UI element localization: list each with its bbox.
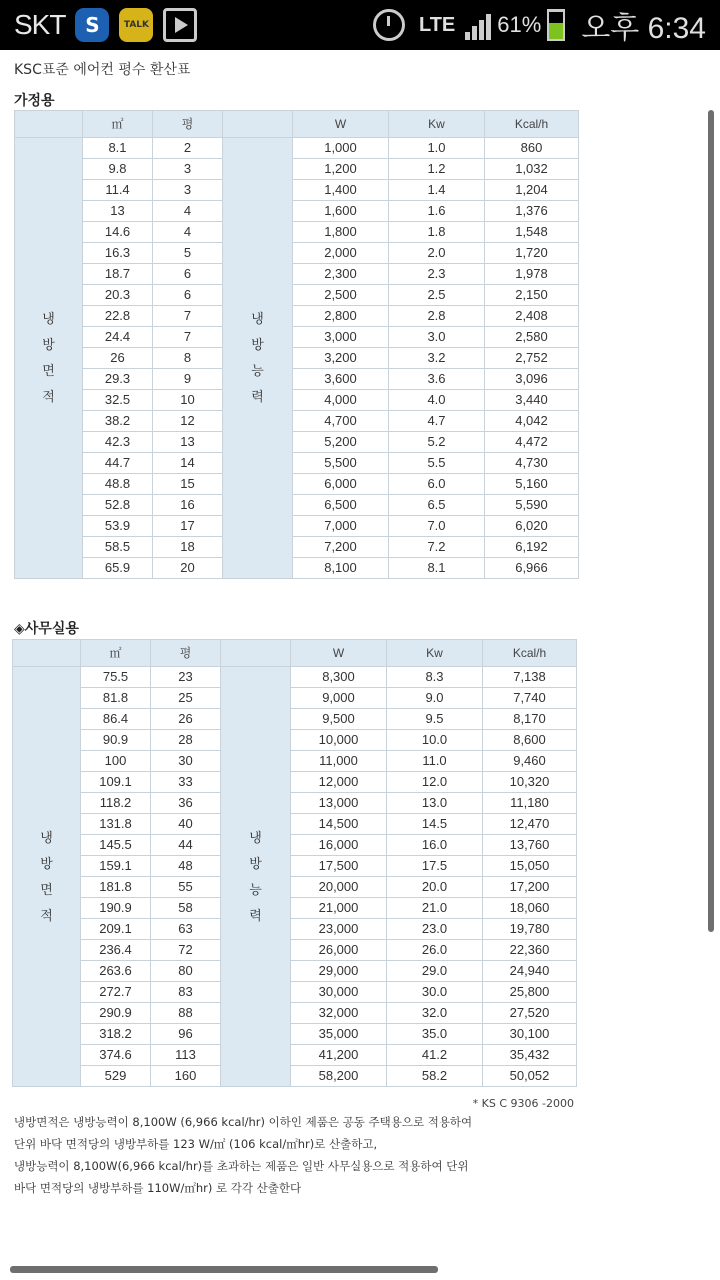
section-title-home: 가정용 [14, 93, 55, 109]
table-cell: 3.2 [389, 348, 485, 369]
table-cell: 42.3 [83, 432, 153, 453]
table-cell: 25,800 [483, 982, 577, 1003]
table-cell: 41,200 [291, 1045, 387, 1066]
table-cell: 1.6 [389, 201, 485, 222]
column-header-pyeong: 평 [151, 640, 221, 667]
table-cell: 12,470 [483, 814, 577, 835]
table-cell: 17,200 [483, 877, 577, 898]
table-cell: 55 [151, 877, 221, 898]
table-cell: 7,740 [483, 688, 577, 709]
table-cell: 2,150 [485, 285, 579, 306]
table-cell: 2,800 [293, 306, 389, 327]
table-cell: 6.5 [389, 495, 485, 516]
table-cell: 14.6 [83, 222, 153, 243]
table-cell: 23.0 [387, 919, 483, 940]
table-cell: 19,780 [483, 919, 577, 940]
table-cell: 1.2 [389, 159, 485, 180]
table-cell: 81.8 [81, 688, 151, 709]
table-cell: 1,204 [485, 180, 579, 201]
blank-header-cell [223, 111, 293, 138]
table-cell: 58 [151, 898, 221, 919]
table-cell: 209.1 [81, 919, 151, 940]
table-cell: 12,000 [291, 772, 387, 793]
home-table [14, 110, 579, 579]
table-cell: 32,000 [291, 1003, 387, 1024]
table-cell: 3.0 [389, 327, 485, 348]
table-cell: 26 [151, 709, 221, 730]
table-cell: 20 [153, 558, 223, 579]
table-cell: 12 [153, 411, 223, 432]
alarm-icon [373, 9, 405, 41]
table-cell: 1,200 [293, 159, 389, 180]
table-cell: 1.8 [389, 222, 485, 243]
table-cell: 8,170 [483, 709, 577, 730]
table-cell: 18 [153, 537, 223, 558]
table-cell: 145.5 [81, 835, 151, 856]
table-cell: 33 [151, 772, 221, 793]
table-cell: 7.0 [389, 516, 485, 537]
table-cell: 83 [151, 982, 221, 1003]
table-cell: 1,548 [485, 222, 579, 243]
table-cell: 3,440 [485, 390, 579, 411]
vertical-scrollbar[interactable] [708, 110, 714, 932]
table-cell: 30,000 [291, 982, 387, 1003]
blank-header-cell [15, 111, 83, 138]
table-cell: 7,138 [483, 667, 577, 688]
table-cell: 9,000 [291, 688, 387, 709]
table-cell: 2.5 [389, 285, 485, 306]
column-header-w: W [293, 111, 389, 138]
table-row [15, 558, 579, 579]
table-cell: 90.9 [81, 730, 151, 751]
table-cell: 290.9 [81, 1003, 151, 1024]
table-row [13, 793, 577, 814]
table-cell: 9.8 [83, 159, 153, 180]
table-cell: 35,432 [483, 1045, 577, 1066]
table-cell: 28 [151, 730, 221, 751]
table-cell: 159.1 [81, 856, 151, 877]
table-cell: 9,460 [483, 751, 577, 772]
table-cell: 100 [81, 751, 151, 772]
table-cell: 29.3 [83, 369, 153, 390]
table-row [15, 180, 579, 201]
table-cell: 86.4 [81, 709, 151, 730]
table-cell: 1,600 [293, 201, 389, 222]
area-label: 냉 방 면 적 [13, 667, 81, 1087]
table-row [15, 285, 579, 306]
column-header-pyeong: 평 [153, 111, 223, 138]
table-cell: 8,600 [483, 730, 577, 751]
table-cell: 5 [153, 243, 223, 264]
table-row [13, 1003, 577, 1024]
table-cell: 3,096 [485, 369, 579, 390]
table-cell: 160 [151, 1066, 221, 1087]
capacity-label: 냉 방 능 력 [221, 667, 291, 1087]
play-store-icon [163, 8, 197, 42]
table-cell: 2,000 [293, 243, 389, 264]
table-row [13, 919, 577, 940]
table-row [13, 961, 577, 982]
table-cell: 6,966 [485, 558, 579, 579]
table-cell: 272.7 [81, 982, 151, 1003]
table-cell: 24,940 [483, 961, 577, 982]
table-cell: 11.0 [387, 751, 483, 772]
table-row [15, 201, 579, 222]
table-cell: 7 [153, 306, 223, 327]
table-cell: 23,000 [291, 919, 387, 940]
table-cell: 5,590 [485, 495, 579, 516]
footnote-line: 단위 바닥 면적당의 냉방부하를 123 W/㎡ (106 kcal/㎡hr)로 산출하고, [14, 1137, 378, 1151]
table-cell: 38.2 [83, 411, 153, 432]
table-cell: 2,300 [293, 264, 389, 285]
table-cell: 10 [153, 390, 223, 411]
table-cell: 36 [151, 793, 221, 814]
table-cell: 6,020 [485, 516, 579, 537]
table-cell: 58.5 [83, 537, 153, 558]
table-cell: 13 [153, 432, 223, 453]
table-cell: 14,500 [291, 814, 387, 835]
table-row [15, 537, 579, 558]
column-header-kcal: Kcal/h [485, 111, 579, 138]
table-cell: 48 [151, 856, 221, 877]
table-cell: 1,000 [293, 138, 389, 159]
table-cell: 8,100 [293, 558, 389, 579]
table-cell: 4,042 [485, 411, 579, 432]
table-cell: 1,800 [293, 222, 389, 243]
table-cell: 7 [153, 327, 223, 348]
table-cell: 3 [153, 180, 223, 201]
section-title-office: ◈사무실용 [14, 621, 79, 637]
table-cell: 1,032 [485, 159, 579, 180]
table-cell: 860 [485, 138, 579, 159]
table-cell: 53.9 [83, 516, 153, 537]
table-cell: 14.5 [387, 814, 483, 835]
page-content[interactable] [0, 50, 720, 1280]
battery-icon [547, 9, 565, 41]
table-cell: 17 [153, 516, 223, 537]
table-cell: 20.3 [83, 285, 153, 306]
table-cell: 4,000 [293, 390, 389, 411]
table-header-row [15, 111, 579, 138]
table-cell: 16 [153, 495, 223, 516]
table-row [13, 1024, 577, 1045]
table-cell: 5.2 [389, 432, 485, 453]
table-cell: 3.6 [389, 369, 485, 390]
table-cell: 5.5 [389, 453, 485, 474]
table-cell: 13,000 [291, 793, 387, 814]
table-cell: 181.8 [81, 877, 151, 898]
table-cell: 1,376 [485, 201, 579, 222]
table-cell: 13,760 [483, 835, 577, 856]
table-cell: 2,408 [485, 306, 579, 327]
table-cell: 8.1 [83, 138, 153, 159]
table-cell: 5,200 [293, 432, 389, 453]
clock: 오후 6:34 [581, 12, 706, 45]
table-cell: 6,192 [485, 537, 579, 558]
table-cell: 27,520 [483, 1003, 577, 1024]
column-header-m2: ㎡ [83, 111, 153, 138]
table-cell: 23 [151, 667, 221, 688]
table-cell: 21,000 [291, 898, 387, 919]
table-cell: 52.8 [83, 495, 153, 516]
column-header-kw: Kw [387, 640, 483, 667]
table-cell: 22.8 [83, 306, 153, 327]
table-cell: 32.5 [83, 390, 153, 411]
table-cell: 41.2 [387, 1045, 483, 1066]
table-row [13, 814, 577, 835]
table-cell: 88 [151, 1003, 221, 1024]
table-cell: 20.0 [387, 877, 483, 898]
lte-icon: LTE [418, 14, 456, 36]
table-cell: 4.7 [389, 411, 485, 432]
horizontal-scrollbar[interactable] [10, 1266, 438, 1273]
table-cell: 9,500 [291, 709, 387, 730]
column-header-kcal: Kcal/h [483, 640, 577, 667]
table-cell: 75.5 [81, 667, 151, 688]
table-cell: 6 [153, 285, 223, 306]
table-cell: 30.0 [387, 982, 483, 1003]
table-row [15, 159, 579, 180]
blank-header-cell [13, 640, 81, 667]
blank-header-cell [221, 640, 291, 667]
area-label: 냉 방 면 적 [15, 138, 83, 579]
table-cell: 3,600 [293, 369, 389, 390]
table-row [13, 1045, 577, 1066]
table-cell: 11.4 [83, 180, 153, 201]
table-cell: 40 [151, 814, 221, 835]
table-row [15, 369, 579, 390]
table-cell: 13.0 [387, 793, 483, 814]
table-row [15, 138, 579, 159]
table-cell: 32.0 [387, 1003, 483, 1024]
footnote-line: 냉방면적은 냉방능력이 8,100W (6,966 kcal/hr) 이하인 제품은 공동 주택용으로 적용하여 [14, 1115, 473, 1129]
table-cell: 5,160 [485, 474, 579, 495]
table-cell: 26 [83, 348, 153, 369]
table-cell: 9.0 [387, 688, 483, 709]
table-cell: 22,360 [483, 940, 577, 961]
table-cell: 11,180 [483, 793, 577, 814]
table-cell: 26.0 [387, 940, 483, 961]
table-cell: 80 [151, 961, 221, 982]
table-cell: 14 [153, 453, 223, 474]
table-cell: 35,000 [291, 1024, 387, 1045]
table-cell: 35.0 [387, 1024, 483, 1045]
table-cell: 29,000 [291, 961, 387, 982]
table-row [13, 730, 577, 751]
capacity-label: 냉 방 능 력 [223, 138, 293, 579]
table-row [15, 474, 579, 495]
table-cell: 2.3 [389, 264, 485, 285]
office-table [12, 639, 577, 1087]
footnote-line: 냉방능력이 8,100W(6,966 kcal/hr)를 초과하는 제품은 일반 사무실용으로 적용하여 단위 [14, 1159, 469, 1173]
table-cell: 3,000 [293, 327, 389, 348]
table-cell: 48.8 [83, 474, 153, 495]
table-cell: 4,700 [293, 411, 389, 432]
footnote-line: 바닥 면적당의 냉방부하를 110W/㎡hr) 로 각각 산출한다 [14, 1181, 302, 1195]
table-row [15, 264, 579, 285]
table-row [13, 709, 577, 730]
table-cell: 6,000 [293, 474, 389, 495]
table-row [13, 898, 577, 919]
table-cell: 263.6 [81, 961, 151, 982]
table-cell: 7,000 [293, 516, 389, 537]
table-cell: 58,200 [291, 1066, 387, 1087]
table-row [13, 1066, 577, 1087]
table-row [15, 495, 579, 516]
table-cell: 12.0 [387, 772, 483, 793]
table-cell: 8.3 [387, 667, 483, 688]
table-cell: 6,500 [293, 495, 389, 516]
table-cell: 30,100 [483, 1024, 577, 1045]
table-cell: 20,000 [291, 877, 387, 898]
status-bar [0, 0, 720, 50]
table-cell: 374.6 [81, 1045, 151, 1066]
table-row [15, 390, 579, 411]
table-row [13, 940, 577, 961]
table-row [13, 688, 577, 709]
table-cell: 18,060 [483, 898, 577, 919]
carrier-label: SKT [14, 9, 66, 40]
table-cell: 4.0 [389, 390, 485, 411]
table-cell: 10,000 [291, 730, 387, 751]
table-cell: 9 [153, 369, 223, 390]
table-cell: 7,200 [293, 537, 389, 558]
signal-icon [465, 10, 493, 40]
table-cell: 15,050 [483, 856, 577, 877]
table-cell: 15 [153, 474, 223, 495]
table-cell: 65.9 [83, 558, 153, 579]
battery-percent: 61% [497, 12, 542, 37]
column-header-kw: Kw [389, 111, 485, 138]
table-cell: 1.0 [389, 138, 485, 159]
table-cell: 118.2 [81, 793, 151, 814]
table-cell: 44.7 [83, 453, 153, 474]
table-row [13, 856, 577, 877]
table-cell: 2.8 [389, 306, 485, 327]
table-cell: 25 [151, 688, 221, 709]
table-cell: 18.7 [83, 264, 153, 285]
table-cell: 26,000 [291, 940, 387, 961]
table-cell: 2,580 [485, 327, 579, 348]
table-cell: 3 [153, 159, 223, 180]
table-row [13, 877, 577, 898]
table-cell: 2,500 [293, 285, 389, 306]
footnote [14, 1111, 472, 1199]
column-header-m2: ㎡ [81, 640, 151, 667]
table-row [15, 306, 579, 327]
table-cell: 30 [151, 751, 221, 772]
table-cell: 50,052 [483, 1066, 577, 1087]
table-cell: 4 [153, 222, 223, 243]
table-cell: 6.0 [389, 474, 485, 495]
table-cell: 58.2 [387, 1066, 483, 1087]
table-cell: 10,320 [483, 772, 577, 793]
table-header-row [13, 640, 577, 667]
table-row [15, 453, 579, 474]
table-row [13, 751, 577, 772]
table-cell: 109.1 [81, 772, 151, 793]
table-cell: 8.1 [389, 558, 485, 579]
table-cell: 63 [151, 919, 221, 940]
table-cell: 17,500 [291, 856, 387, 877]
table-cell: 44 [151, 835, 221, 856]
table-cell: 8,300 [291, 667, 387, 688]
table-cell: 3,200 [293, 348, 389, 369]
table-cell: 4 [153, 201, 223, 222]
table-cell: 2 [153, 138, 223, 159]
table-cell: 318.2 [81, 1024, 151, 1045]
table-cell: 16,000 [291, 835, 387, 856]
table-cell: 2.0 [389, 243, 485, 264]
table-row [15, 348, 579, 369]
table-cell: 7.2 [389, 537, 485, 558]
table-cell: 29.0 [387, 961, 483, 982]
table-cell: 5,500 [293, 453, 389, 474]
table-cell: 13 [83, 201, 153, 222]
table-cell: 529 [81, 1066, 151, 1087]
table-row [15, 411, 579, 432]
table-row [13, 835, 577, 856]
table-cell: 11,000 [291, 751, 387, 772]
page-title: KSC표준 에어컨 평수 환산표 [14, 62, 191, 78]
table-cell: 9.5 [387, 709, 483, 730]
table-cell: 10.0 [387, 730, 483, 751]
table-cell: 4,730 [485, 453, 579, 474]
table-cell: 8 [153, 348, 223, 369]
table-row [15, 432, 579, 453]
table-cell: 4,472 [485, 432, 579, 453]
table-cell: 1,978 [485, 264, 579, 285]
table-row [15, 243, 579, 264]
table-cell: 21.0 [387, 898, 483, 919]
table-cell: 17.5 [387, 856, 483, 877]
kakaotalk-icon: TALK [119, 8, 153, 42]
table-cell: 1.4 [389, 180, 485, 201]
table-cell: 72 [151, 940, 221, 961]
table-cell: 2,752 [485, 348, 579, 369]
table-cell: 236.4 [81, 940, 151, 961]
table-cell: 1,400 [293, 180, 389, 201]
table-row [15, 327, 579, 348]
table-cell: 131.8 [81, 814, 151, 835]
table-row [15, 222, 579, 243]
table-cell: 16.3 [83, 243, 153, 264]
table-cell: 6 [153, 264, 223, 285]
table-cell: 113 [151, 1045, 221, 1066]
table-cell: 190.9 [81, 898, 151, 919]
table-row [13, 772, 577, 793]
table-row [13, 667, 577, 688]
source-note: * KS C 9306 -2000 [472, 1097, 574, 1110]
table-row [15, 516, 579, 537]
column-header-w: W [291, 640, 387, 667]
table-cell: 1,720 [485, 243, 579, 264]
table-cell: 24.4 [83, 327, 153, 348]
table-cell: 96 [151, 1024, 221, 1045]
table-cell: 16.0 [387, 835, 483, 856]
table-row [13, 982, 577, 1003]
s-app-icon: S [75, 8, 109, 42]
